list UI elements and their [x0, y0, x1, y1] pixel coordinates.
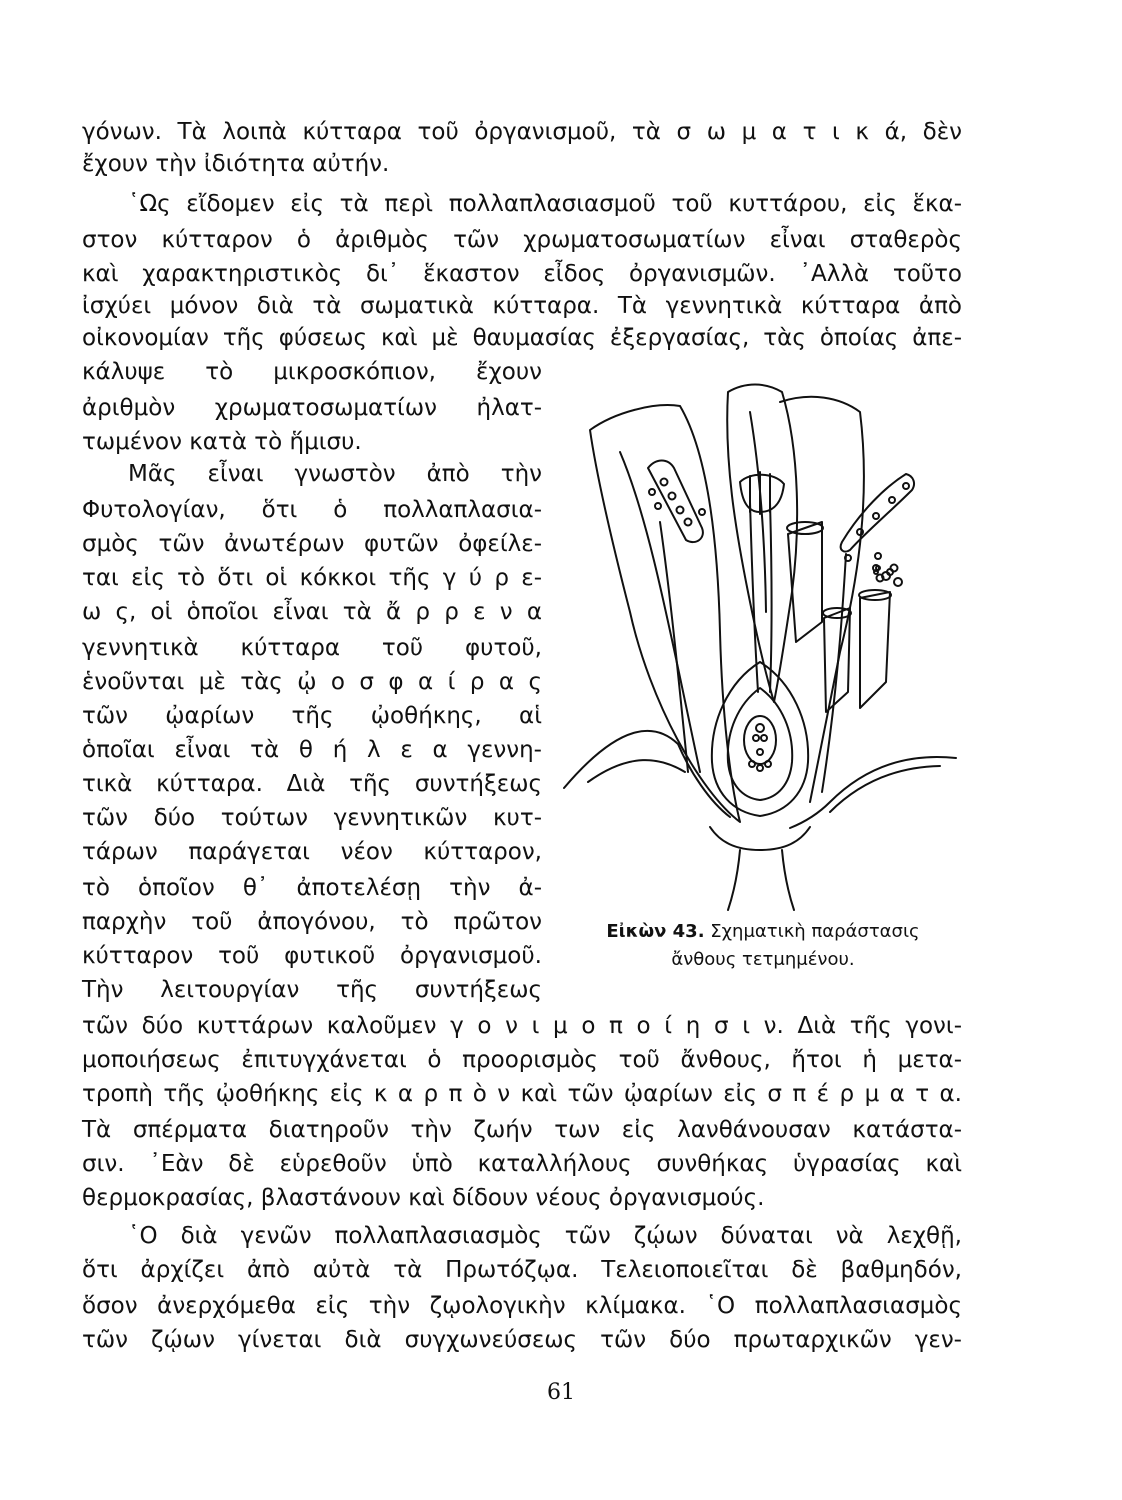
text-line: ω ς, οἱ ὁποῖοι εἶναι τὰ ἄ ρ ρ ε ν α [82, 599, 542, 625]
stem-right [782, 850, 794, 910]
text-line: τῶν δύο κυττάρων καλοῦμεν γ ο ν ι μ ο π ο ί η σ ι ν. Διὰ τῆς γονι- [82, 1013, 962, 1039]
text-line: γεννητικὰ κύτταρα τοῦ φυτοῦ, [82, 635, 542, 661]
text-line: κάλυψε τὸ μικροσκόπιον, ἔχουν [82, 359, 542, 385]
text-line: ἰσχύει μόνον διὰ τὰ σωματικὰ κύτταρα. Τὰ γεννητικὰ κύτταρα ἀπὸ [82, 293, 962, 319]
text-line: ὁποῖαι εἶναι τὰ θ ή λ ε α γεννη- [82, 737, 542, 763]
petal-center [727, 385, 797, 703]
text-line: τωμένον κατὰ τὸ ἥμισυ. [82, 429, 362, 455]
text-line: καὶ χαρακτηριστικὸς δι᾽ ἕκαστον εἶδος ὀργανισμῶν. ᾽Αλλὰ τοῦτο [82, 261, 962, 287]
anther-left [648, 461, 703, 543]
text-line: ἔχουν τὴν ἰδιότητα αὐτήν. [82, 151, 390, 177]
receptacle [710, 827, 810, 850]
page-number: 61 [547, 1380, 575, 1405]
text-line: τικὰ κύτταρα. Διὰ τῆς συντήξεως [82, 771, 542, 797]
text-line: ται εἰς τὸ ὅτι οἱ κόκκοι τῆς γ ύ ρ ε- [82, 565, 542, 591]
caption-text: Σχηματικὴ παράστασις [710, 921, 920, 942]
text-line: Τὰ σπέρματα διατηροῦν τὴν ζωήν των εἰς λανθάνουσαν κατάστα- [82, 1117, 962, 1143]
text-line: ὅσον ἀνερχόμεθα εἰς τὴν ζῳολογικὴν κλίμακα. ῾Ο πολλαπλασιασμὸς [82, 1293, 962, 1319]
text-line: μοποιήσεως ἐπιτυγχάνεται ὁ προορισμὸς τοῦ ἄνθους, ἤτοι ἡ μετα- [82, 1047, 962, 1073]
text-line: τῶν ᾠαρίων τῆς ᾠοθήκης, αἱ [82, 703, 542, 729]
text-line: ῾Ο διὰ γενῶν πολλαπλασιασμὸς τῶν ζῴων δύναται νὰ λεχθῇ, [128, 1223, 962, 1249]
text-line: ὅτι ἀρχίζει ἀπὸ αὐτὰ τὰ Πρωτόζῳα. Τελειοποιεῖται δὲ βαθμηδόν, [82, 1257, 962, 1283]
cut-filament-3 [860, 592, 890, 708]
text-line: τῶν δύο τούτων γεννητικῶν κυτ- [82, 805, 542, 831]
caption-label: Εἰκὼν 43. [606, 921, 705, 942]
text-line: θερμοκρασίας, βλαστάνουν καὶ δίδουν νέους ὀργανισμούς. [82, 1185, 765, 1211]
text-line: τροπὴ τῆς ᾠοθήκης εἰς κ α ρ π ὸ ν καὶ τῶν ᾠαρίων εἰς σ π έ ρ μ α τ α. [82, 1081, 962, 1107]
stem-left [728, 850, 740, 910]
caption-text-2: ἄνθους τετμημένου. [671, 949, 855, 970]
text-line: Φυτολογίαν, ὅτι ὁ πολλαπλασια- [82, 497, 542, 523]
text-line: τάρων παράγεται νέον κύτταρον, [82, 839, 542, 865]
text-line: ῾Ως εἴδομεν εἰς τὰ περὶ πολλαπλασιασμοῦ τοῦ κυττάρου, εἰς ἕκα- [128, 191, 962, 217]
text-line: σιν. ᾽Εὰν δὲ εὑρεθοῦν ὑπὸ καταλλήλους συνθήκας ὑγρασίας καὶ [82, 1151, 962, 1177]
text-line: σμὸς τῶν ἀνωτέρων φυτῶν ὀφείλε- [82, 531, 542, 557]
text-line: οἰκονομίαν τῆς φύσεως καὶ μὲ θαυμασίας ἐξεργασίας, τὰς ὁποίας ἀπε- [82, 325, 962, 351]
text-line: τῶν ζῴων γίνεται διὰ συγχωνεύσεως τῶν δύο πρωταρχικῶν γεν- [82, 1327, 962, 1353]
sepal-right [790, 757, 956, 828]
text-line: Τὴν λειτουργίαν τῆς συντήξεως [82, 977, 542, 1003]
text-line: ἀριθμὸν χρωματοσωματίων ἠλατ- [82, 395, 542, 421]
text-line: κύτταρον τοῦ φυτικοῦ ὀργανισμοῦ. [82, 943, 542, 969]
text-line: ἑνοῦνται μὲ τὰς ᾠ ο σ φ α ί ρ α ς [82, 669, 542, 695]
text-line: Μᾶς εἶναι γνωστὸν ἀπὸ τὴν [128, 461, 542, 487]
petal-left [590, 405, 740, 822]
flower-section-figure [560, 372, 960, 912]
text-line: τὸ ὁποῖον θ᾽ ἀποτελέσῃ τὴν ἀ- [82, 875, 542, 901]
text-line: παρχὴν τοῦ ἀπογόνου, τὸ πρῶτον [82, 909, 542, 935]
text-line: γόνων. Τὰ λοιπὰ κύτταρα τοῦ ὀργανισμοῦ, τὰ σ ω μ α τ ι κ ά, δὲν [82, 119, 962, 145]
text-line: στον κύτταρον ὁ ἀριθμὸς τῶν χρωματοσωματίων εἶναι σταθερὸς [82, 227, 962, 253]
figure-caption [566, 918, 960, 974]
sepal-left [564, 731, 730, 817]
